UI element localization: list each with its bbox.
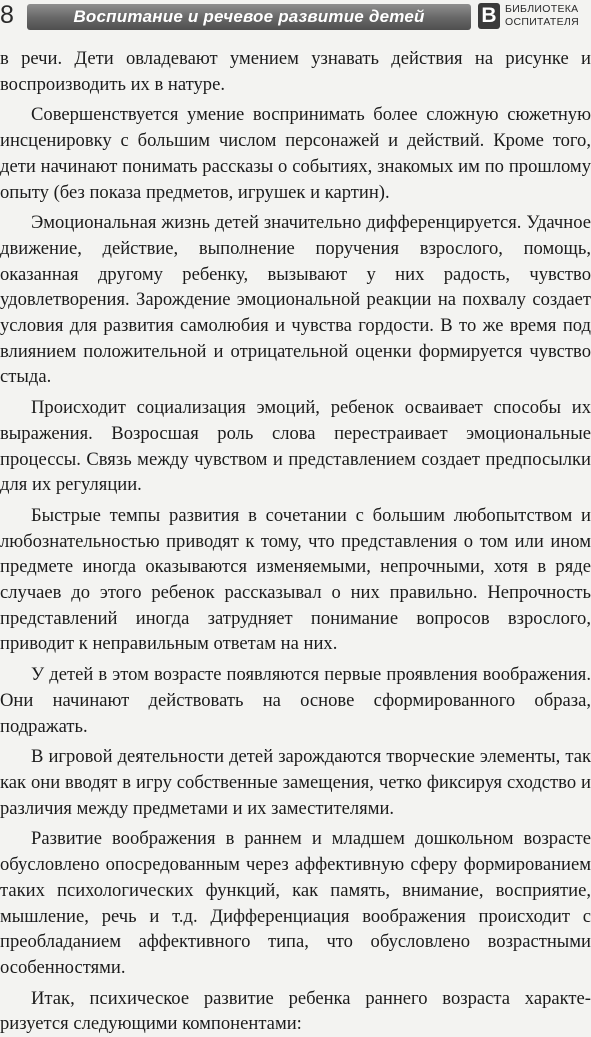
publisher-logo-icon: В	[478, 3, 500, 29]
page-body	[0, 46, 591, 1035]
series-name	[505, 3, 591, 29]
chapter-title: Воспитание и речевое развитие детей	[73, 7, 425, 26]
running-header	[0, 0, 591, 38]
series-name-line-1: БИБЛИОТЕКА	[505, 3, 579, 15]
paragraph: Эмоциональная жизнь детей значительно дифференцируется. Удачное движение, действие, выполнение поручения взрослого, помощь, оказанная другому ребенку, вызывают у них радость, чувство удовлетворения. Зарождение эмоциональной реакции на похвалу создает условия для развития самолюбия и чувства гордости. В то же время под влиянием положительной и отрицательной оценки формируется чувство стыда.	[0, 212, 591, 388]
paragraph: В игровой деятельности детей зарождаются творческие элементы, так как они вводят в игру собственные замещения, четко фиксируя сходство и различия между предметами и их заместителями.	[0, 746, 591, 819]
paragraph: У детей в этом возрасте появляются первые проявления воображения. Они начинают действовать на основе сформированного образа, подражать.	[0, 664, 591, 737]
paragraph: Быстрые темпы развития в сочетании с большим любопытством и любознательностью приводят к тому, что представления о том или ином предмете иногда оказываются изменяемыми, непрочными, хотя в ряде случаев до этого ребенок рассказывал о них правильно. Непрочность представлений иногда затрудняет понимание вопросов взрослого, приводит к неправильным ответам на них.	[0, 504, 591, 655]
paragraph: Происходит социализация эмоций, ребенок осваивает способы их выражения. Возросшая роль слова перестраивает эмоциональные процессы. Связь между чувством и представлением создает предпосылки для их регуляции.	[0, 397, 591, 496]
paragraph: Итак, психическое развитие ребенка раннего возраста характеризуется следующими компонентами:	[0, 987, 591, 1035]
series-name-line-2: ОСПИТАТЕЛЯ	[505, 16, 579, 28]
chapter-title-bar	[27, 4, 471, 30]
publisher-mark	[478, 2, 591, 32]
paragraph: Развитие воображения в раннем и младшем дошкольном возрасте обусловлено опосредованным через аффективную сферу формированием таких психологических функций, как память, внимание, восприятие, мышление, речь и т.д. Дифференциация воображения происходит с преобладанием аффективного типа, что обусловлено возрастными особенностями.	[0, 828, 591, 978]
paragraph: Совершенствуется умение воспринимать более сложную сюжетную инсценировку с большим числом персонажей и действий. Кроме того, дети начинают понимать рассказы о событиях, знакомых им по прошлому опыту (без показа предметов, игрушек и картин).	[0, 104, 591, 203]
paragraph-continued: в речи. Дети овладевают умением узнавать действия на рисунке и воспроизводить их в натуре.	[0, 48, 591, 95]
page-number: 8	[0, 1, 14, 29]
